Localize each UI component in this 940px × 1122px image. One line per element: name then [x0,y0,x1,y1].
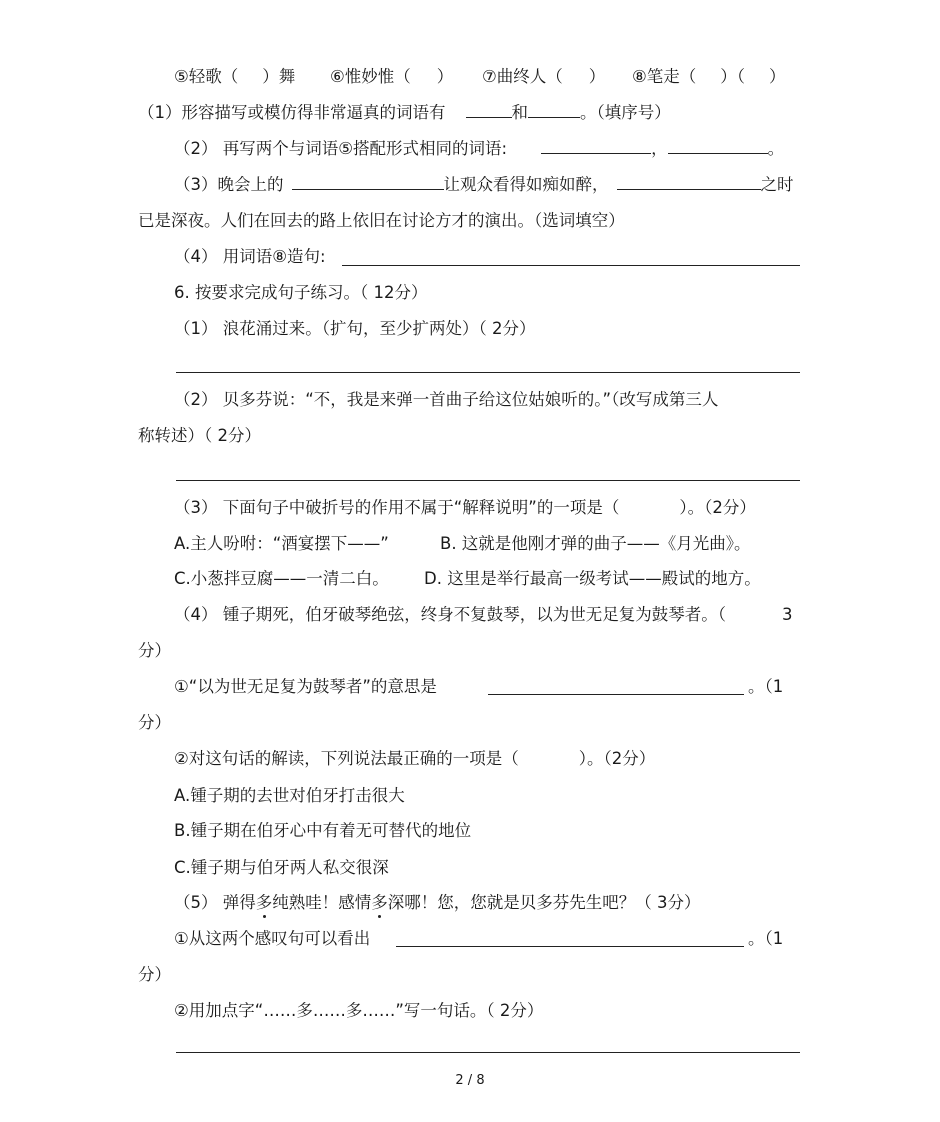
q6-s3-option-d: D. 这里是举行最高一级考试——殿试的地方。 [424,569,761,588]
answer-line-4[interactable] [342,265,800,266]
vocab-word-5: ⑤轻歌（ ）舞 [174,67,296,86]
vocab-word-8: ⑧笔走（ ）（ ） [632,67,786,86]
q6-s3-option-a: A.主人吩咐：“酒宴摆下——” [174,534,389,553]
blank-2b[interactable] [668,139,768,154]
q6-s3-option-c: C.小葱拌豆腐——一清二白。 [174,569,389,588]
blank-2a[interactable] [541,139,651,154]
q5-part4: （4） 用词语⑧造句: [174,247,326,266]
blank-1b[interactable] [528,103,580,118]
q5-part3: （3）晚会上的 让观众看得如痴如醉， 之时 [174,175,794,194]
answer-line-s5-q1[interactable] [396,946,744,947]
blank-1a[interactable] [466,103,512,118]
dotted-char: 多 [371,893,388,912]
q6-s1: （1） 浪花涌过来。（扩句，至少扩两处）（ 2分） [174,319,536,338]
q6-s4-q1-end: 。（1 [748,677,784,696]
q6-s5-q1: ①从这两个感叹句可以看出 [174,929,371,948]
q6-s4-q1-line2: 分） [138,713,171,732]
q6-s5-q1-line2: 分） [138,965,171,984]
q6-s4-line1: （4） 锺子期死，伯牙破琴绝弦，终身不复鼓琴，以为世无足复为鼓琴者。（ [174,605,726,624]
q6-s5-stem: （5） 弹得多纯熟哇！感情多深哪！您，您就是贝多芬先生吧？（ 3分） [174,893,701,912]
blank-3b[interactable] [617,175,761,190]
q5-part2: （2） 再写两个与词语⑤搭配形式相同的词语: ， 。 [174,139,785,158]
vocab-word-6: ⑥惟妙惟（ ） [330,67,454,86]
answer-line-s2[interactable] [176,480,800,481]
q6-s5-q2: ②用加点字“……多……多……”写一句话。（ 2分） [174,1001,544,1020]
page-number: 2 / 8 [455,1073,485,1088]
q6-s4-q2-option-a: A.锺子期的去世对伯牙打击很大 [174,786,405,805]
q6-s3-option-b: B. 这就是他刚才弹的曲子——《月光曲》。 [440,534,751,553]
q6-s4-points: 3 [782,605,793,624]
q5-part1: （1）形容描写或模仿得非常逼真的词语有 和 。（填序号） [138,103,671,122]
q6-title: 6. 按要求完成句子练习。（ 12分） [174,283,428,302]
q6-s4-q2-option-b: B.锺子期在伯牙心中有着无可替代的地位 [174,821,472,840]
q6-s5-q1-end: 。（1 [748,929,784,948]
answer-line-s5-q2[interactable] [176,1052,800,1053]
q6-s2-line1: （2） 贝多芬说：“不，我是来弹一首曲子给这位姑娘听的。”（改写成第三人 [174,390,719,409]
q6-s4-q1: ①“以为世无足复为鼓琴者”的意思是 [174,677,437,696]
blank-3a[interactable] [292,175,444,190]
answer-line-s4-q1[interactable] [488,694,744,695]
q6-s4-line2: 分） [138,641,171,660]
q6-s4-q2-stem: ②对这句话的解读，下列说法最正确的一项是（ ）。（2分） [174,749,656,768]
dotted-char: 多 [255,893,273,912]
answer-line-s1[interactable] [176,372,800,373]
vocab-word-7: ⑦曲终人（ ） [482,67,606,86]
q5-part3-line2: 已是深夜。人们在回去的路上依旧在讨论方才的演出。（选词填空） [138,211,625,230]
q6-s4-q2-option-c: C.锺子期与伯牙两人私交很深 [174,858,389,877]
q6-s3-stem: （3） 下面句子中破折号的作用不属于“解释说明”的一项是（ ）。（2分） [174,498,756,517]
q6-s2-line2: 称转述）（ 2分） [138,426,261,445]
